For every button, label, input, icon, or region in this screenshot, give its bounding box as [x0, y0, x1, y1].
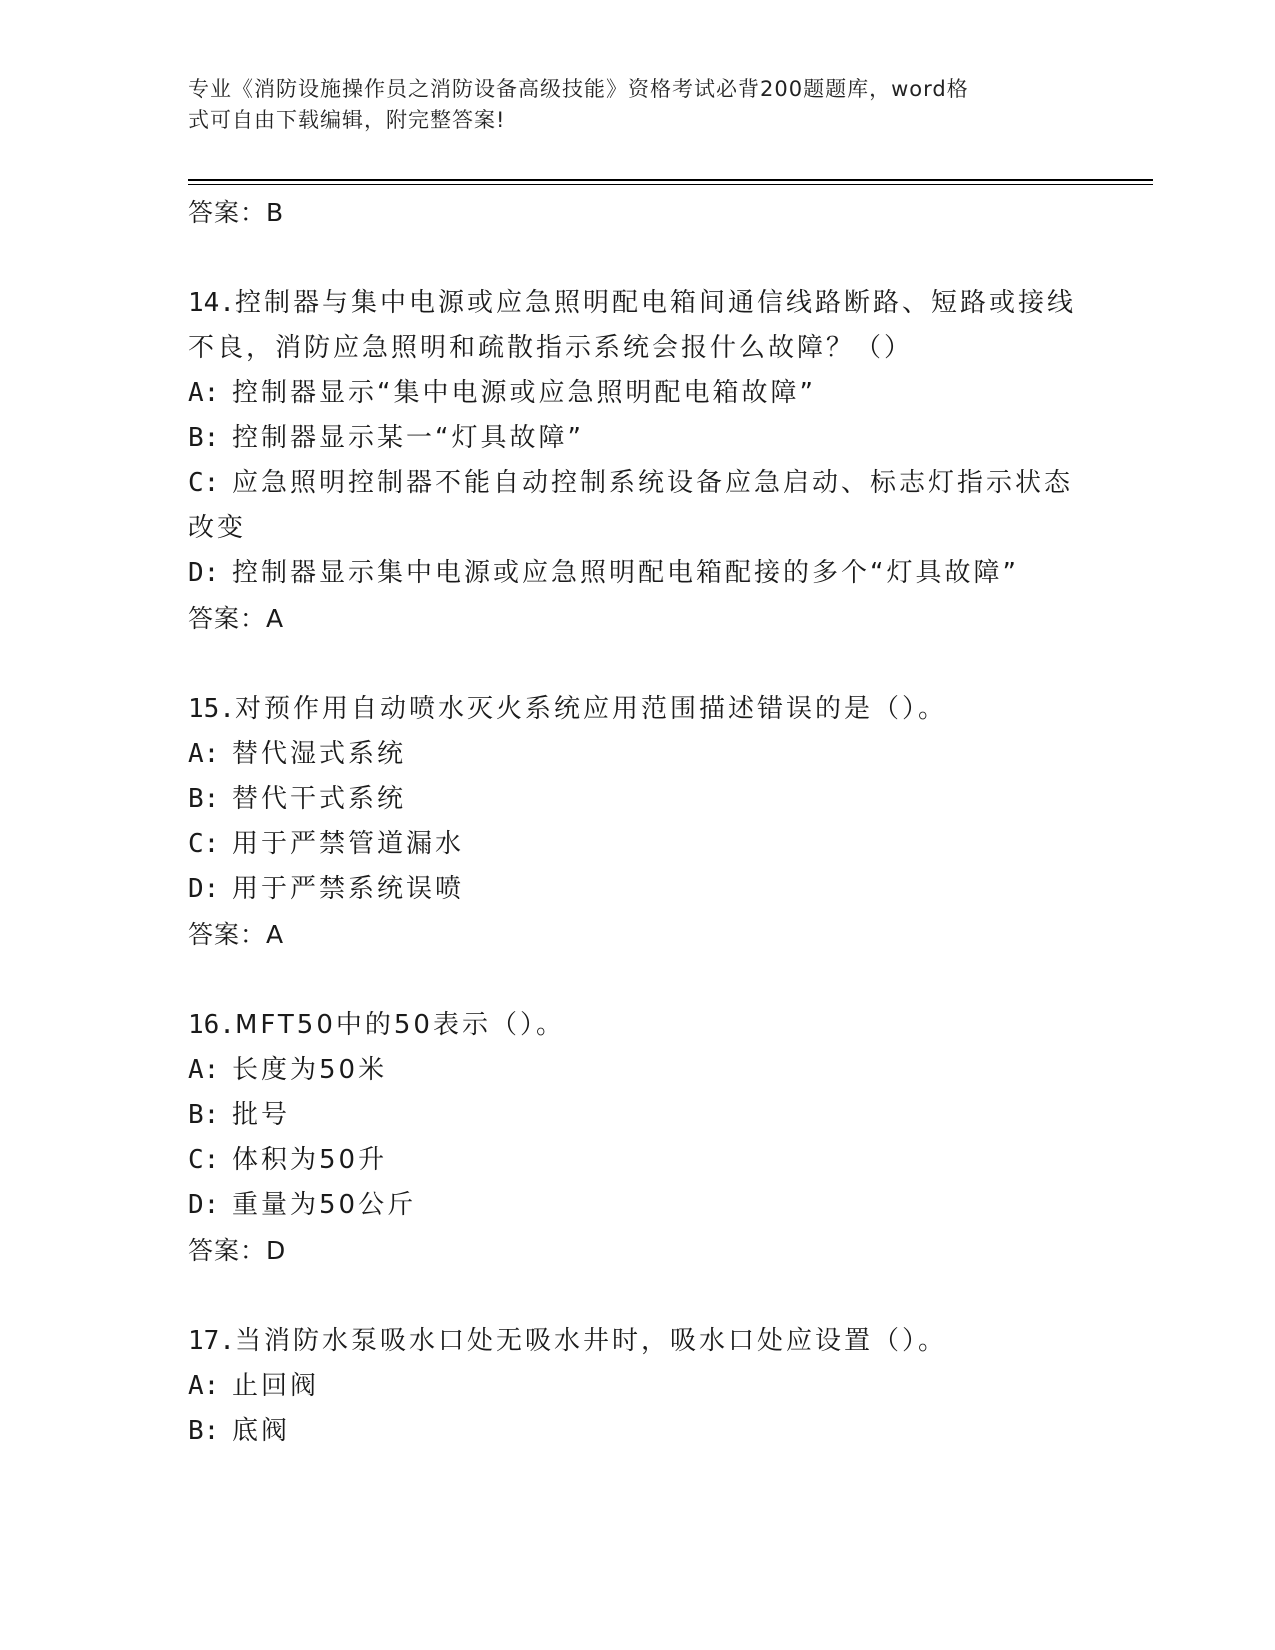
option-key: D:: [188, 558, 220, 588]
option-text: 用于严禁系统误喷: [232, 874, 465, 904]
option-a: [188, 732, 1078, 777]
question-16-text: [188, 1003, 1078, 1048]
option-text: 重量为50公斤: [232, 1190, 417, 1220]
answer-line-14: [188, 596, 1078, 641]
question-number: 16.: [188, 1010, 235, 1040]
question-15: [188, 687, 1078, 957]
option-d: [188, 1183, 1078, 1228]
option-a: [188, 371, 1078, 416]
header-divider-thin: [188, 184, 1153, 185]
answer-label: 答案：: [188, 604, 267, 633]
option-text: 止回阀: [232, 1371, 320, 1401]
answer-value: B: [266, 198, 285, 227]
option-key: A:: [188, 378, 220, 408]
option-key: B:: [188, 784, 220, 814]
option-key: A:: [188, 739, 220, 769]
answer-label: 答案：: [188, 920, 267, 949]
question-text-line-1: 当消防水泵吸水口处无吸水井时，吸水口处应设置（）。: [234, 1326, 947, 1356]
option-d: [188, 867, 1078, 912]
option-text: 控制器显示某一“灯具故障”: [232, 423, 584, 453]
header-line-1: 专业《消防设施操作员之消防设备高级技能》资格考试必背200题题库，word格: [188, 77, 969, 101]
option-b: [188, 777, 1078, 822]
question-text-line-1: 对预作用自动喷水灭火系统应用范围描述错误的是（）。: [234, 694, 947, 724]
option-text: 体积为50升: [232, 1145, 388, 1175]
option-key: C:: [188, 829, 220, 859]
answer-line-13: [188, 190, 1078, 235]
answer-value: D: [266, 1236, 287, 1265]
question-16: [188, 1003, 1078, 1273]
option-key: D:: [188, 874, 220, 904]
question-text-line-2: 不良，消防应急照明和疏散指示系统会报什么故障？（）: [188, 333, 914, 363]
option-text: 控制器显示集中电源或应急照明配电箱配接的多个“灯具故障”: [232, 558, 1019, 588]
document-header: [188, 74, 1088, 136]
option-text: 替代湿式系统: [232, 739, 407, 769]
option-text: 长度为50米: [232, 1055, 388, 1085]
option-c: [188, 461, 1078, 506]
option-key: C:: [188, 468, 220, 498]
question-text-line-1: MFT50中的50表示（）。: [234, 1010, 565, 1040]
question-number: 17.: [188, 1326, 235, 1356]
question-14: [188, 281, 1078, 641]
question-14-text: [188, 281, 1078, 326]
option-text: 控制器显示“集中电源或应急照明配电箱故障”: [232, 378, 816, 408]
answer-line-16: [188, 1228, 1078, 1273]
option-b: [188, 416, 1078, 461]
option-text: 用于严禁管道漏水: [232, 829, 465, 859]
option-text: 批号: [232, 1100, 291, 1130]
option-c-continued: 改变: [188, 513, 247, 543]
option-a: [188, 1048, 1078, 1093]
answer-line-15: [188, 912, 1078, 957]
question-number: 15.: [188, 694, 235, 724]
option-key: A:: [188, 1371, 220, 1401]
answer-value: A: [266, 920, 285, 949]
option-a: [188, 1364, 1078, 1409]
answer-value: A: [266, 604, 285, 633]
option-key: A:: [188, 1055, 220, 1085]
option-key: B:: [188, 1416, 220, 1446]
header-line-2: 式可自由下载编辑，附完整答案!: [188, 108, 506, 132]
question-17-text: [188, 1319, 1078, 1364]
option-key: B:: [188, 1100, 220, 1130]
option-d: [188, 551, 1078, 596]
option-text: 底阀: [232, 1416, 291, 1446]
question-text-line-1: 控制器与集中电源或应急照明配电箱间通信线路断路、短路或接线: [234, 288, 1076, 318]
option-c: [188, 1138, 1078, 1183]
option-key: D:: [188, 1190, 220, 1220]
answer-label: 答案：: [188, 198, 267, 227]
option-text: 替代干式系统: [232, 784, 407, 814]
option-c: [188, 822, 1078, 867]
question-15-text: [188, 687, 1078, 732]
option-text: 应急照明控制器不能自动控制系统设备应急启动、标志灯指示状态: [232, 468, 1074, 498]
header-divider-thick: [188, 179, 1153, 181]
option-b: [188, 1409, 1078, 1454]
question-list: [188, 188, 1078, 1454]
option-key: B:: [188, 423, 220, 453]
answer-label: 答案：: [188, 1236, 267, 1265]
option-key: C:: [188, 1145, 220, 1175]
question-17: [188, 1319, 1078, 1454]
option-b: [188, 1093, 1078, 1138]
question-number: 14.: [188, 288, 235, 318]
